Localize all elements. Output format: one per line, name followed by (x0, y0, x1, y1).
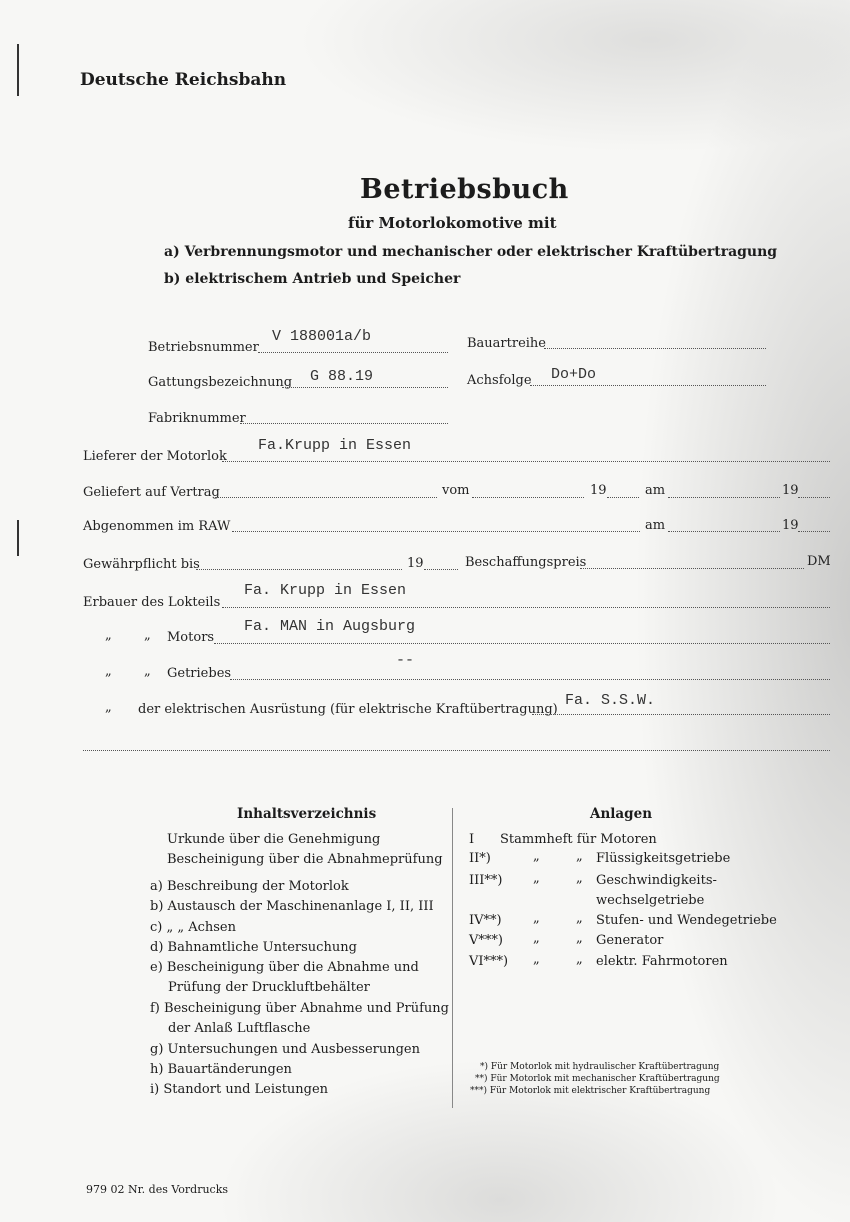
erbauer-value: Fa. Krupp in Essen (244, 582, 407, 599)
anlagen-num: IV**) (469, 913, 502, 928)
anlagen-text: elektr. Fahrmotoren (596, 954, 728, 969)
motors-label: Motors (167, 630, 215, 645)
getriebes-value: -- (396, 652, 415, 669)
gattung-line (282, 387, 448, 388)
erbauer-line (222, 607, 830, 608)
anlagen-text: Stufen- und Wendegetriebe (596, 913, 777, 928)
inhalt-item: b) Austausch der Maschinenanlage I, II, III (150, 899, 434, 914)
anlagen-ditto: „ (533, 871, 540, 886)
inhalt-item: Prüfung der Druckluftbehälter (168, 980, 370, 995)
inhalt-item: Bescheinigung über die Abnahmeprüfung (167, 852, 443, 867)
anlagen-ditto: „ (533, 952, 540, 967)
inhalt-heading: Inhaltsverzeichnis (237, 806, 377, 822)
geliefert-line-2 (472, 497, 584, 498)
gewaehr-line-1 (196, 569, 402, 570)
anlagen-ditto: „ (576, 931, 583, 946)
anlagen-text: Generator (596, 933, 664, 948)
anlagen-ditto: „ (576, 952, 583, 967)
margin-mark (17, 520, 19, 556)
footnote: *) Für Motorlok mit hydraulischer Kraftübertragung (480, 1062, 720, 1072)
organization-header: Deutsche Reichsbahn (80, 70, 287, 90)
geliefert-year2: 19 (782, 483, 799, 498)
ausruestung-line (532, 714, 830, 715)
anlagen-text: Flüssigkeitsgetriebe (596, 851, 731, 866)
anlagen-text: Geschwindigkeits- (596, 873, 717, 888)
form-number: 979 02 Nr. des Vordrucks (86, 1183, 229, 1196)
option-b: b) elektrischem Antrieb und Speicher (164, 271, 461, 287)
motors-ditto-1: „ (105, 628, 112, 643)
ausruestung-value: Fa. S.S.W. (565, 692, 656, 709)
geliefert-line-3 (607, 497, 639, 498)
getriebes-line (230, 679, 830, 680)
betriebsnummer-line (258, 352, 448, 353)
geliefert-vom: vom (442, 483, 470, 498)
beschaffungspreis-line (580, 568, 804, 569)
anlagen-ditto: „ (576, 911, 583, 926)
gewaehr-line-2 (424, 569, 458, 570)
motors-value: Fa. MAN in Augsburg (244, 618, 416, 635)
anlagen-num: III**) (469, 873, 503, 888)
fabriknummer-line (240, 423, 448, 424)
getriebes-label: Getriebes (167, 666, 232, 681)
option-a: a) Verbrennungsmotor und mechanischer oder elektrischer Kraftübertragung (164, 244, 778, 260)
gattung-label: Gattungsbezeichnung (148, 375, 293, 390)
erbauer-label: Erbauer des Lokteils (83, 595, 221, 610)
abgenommen-am: am (645, 518, 666, 533)
bauartreihe-label: Bauartreihe (467, 336, 546, 351)
betriebsnummer-label: Betriebsnummer (148, 340, 259, 355)
geliefert-line-4 (668, 497, 780, 498)
abgenommen-label: Abgenommen im RAW (83, 519, 231, 534)
document-subtitle: für Motorlokomotive mit (348, 214, 557, 232)
lieferer-value: Fa.Krupp in Essen (258, 437, 412, 454)
anlagen-text: Stammheft für Motoren (500, 832, 657, 847)
geliefert-label: Geliefert auf Vertrag (83, 485, 220, 500)
column-divider (452, 808, 453, 1108)
document-title: Betriebsbuch (360, 174, 569, 205)
anlagen-ditto: „ (576, 871, 583, 886)
betriebsnummer-value: V 188001a/b (272, 328, 372, 345)
anlagen-num: VI***) (469, 954, 509, 969)
geliefert-year: 19 (590, 483, 607, 498)
inhalt-item: a) Beschreibung der Motorlok (150, 879, 349, 894)
abgenommen-line-2 (668, 531, 780, 532)
ausruestung-label: der elektrischen Ausrüstung (für elektrische Kraftübertragung) (138, 702, 558, 717)
margin-mark (17, 44, 19, 96)
getriebes-ditto-2: „ (144, 664, 151, 679)
geliefert-line-1 (215, 497, 437, 498)
achsfolge-label: Achsfolge (467, 373, 532, 388)
anlagen-heading: Anlagen (590, 806, 653, 822)
anlagen-ditto: „ (533, 911, 540, 926)
abgenommen-year: 19 (782, 518, 799, 533)
gewaehr-label: Gewährpflicht bis (83, 557, 200, 572)
motors-ditto-2: „ (144, 628, 151, 643)
footnote: ***) Für Motorlok mit elektrischer Kraftübertragung (470, 1086, 711, 1096)
beschaffungspreis-label: Beschaffungspreis (465, 555, 587, 570)
geliefert-line-5 (798, 497, 830, 498)
inhalt-item: der Anlaß Luftflasche (168, 1021, 311, 1036)
abgenommen-line-3 (798, 531, 830, 532)
inhalt-item: h) Bauartänderungen (150, 1062, 292, 1077)
geliefert-am: am (645, 483, 666, 498)
fabriknummer-label: Fabriknummer (148, 411, 246, 426)
inhalt-item: e) Bescheinigung über die Abnahme und (150, 960, 419, 975)
lieferer-label: Lieferer der Motorlok (83, 449, 227, 464)
inhalt-item: d) Bahnamtliche Untersuchung (150, 940, 357, 955)
anlagen-text: wechselgetriebe (596, 893, 705, 908)
anlagen-num: II*) (469, 851, 491, 866)
gewaehr-year: 19 (407, 556, 424, 571)
inhalt-item: Urkunde über die Genehmigung (167, 832, 381, 847)
anlagen-num: V***) (469, 933, 503, 948)
bauartreihe-line (544, 348, 766, 349)
ausruestung-ditto: „ (105, 700, 112, 715)
achsfolge-value: Do+Do (551, 366, 597, 383)
inhalt-item: g) Untersuchungen und Ausbesserungen (150, 1042, 420, 1057)
anlagen-ditto: „ (533, 931, 540, 946)
inhalt-item: c) „ „ Achsen (150, 920, 236, 935)
gattung-value: G 88.19 (310, 368, 374, 385)
anlagen-ditto: „ (576, 849, 583, 864)
anlagen-ditto: „ (533, 849, 540, 864)
footnote: **) Für Motorlok mit mechanischer Kraftübertragung (475, 1074, 720, 1084)
beschaffungspreis-unit: DM (807, 554, 831, 569)
achsfolge-line (530, 385, 766, 386)
anlagen-num: I (469, 832, 475, 847)
abgenommen-line-1 (232, 531, 640, 532)
inhalt-item: f) Bescheinigung über Abnahme und Prüfung (150, 1001, 449, 1016)
getriebes-ditto-1: „ (105, 664, 112, 679)
blank-line (83, 750, 830, 751)
motors-line (214, 643, 830, 644)
inhalt-item: i) Standort und Leistungen (150, 1082, 329, 1097)
lieferer-line (222, 461, 830, 462)
